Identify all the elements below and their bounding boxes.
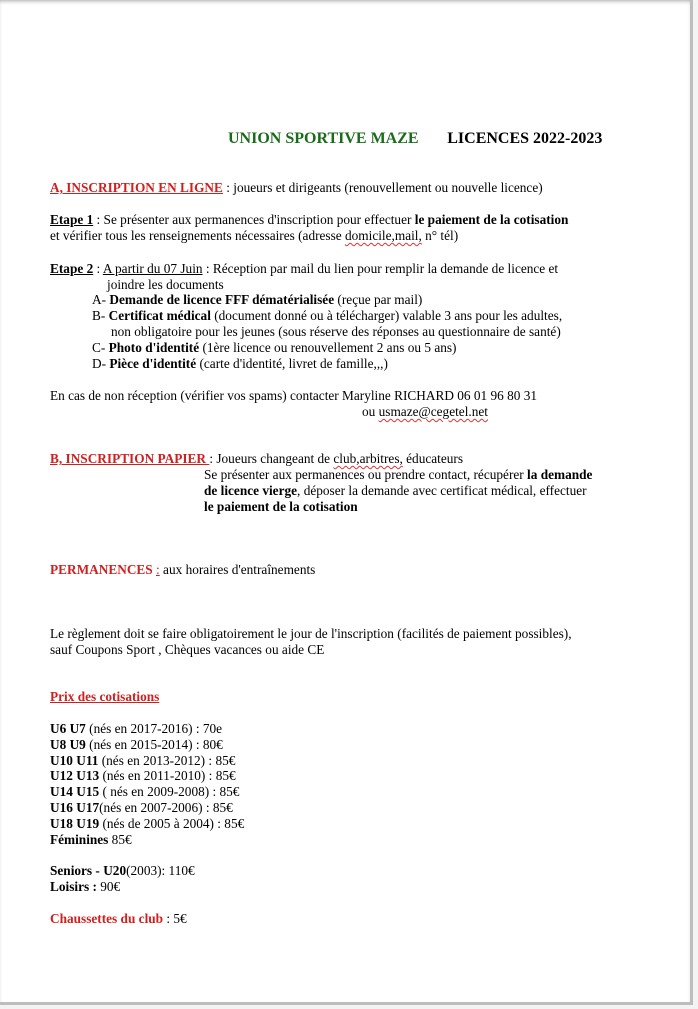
section-b-line3 xyxy=(204,483,587,499)
doc-item-prefix: C- xyxy=(92,340,109,355)
etape2-sep: : xyxy=(93,261,103,276)
doc-item-prefix: B- xyxy=(92,308,109,323)
permanences-text: aux horaires d'entraînements xyxy=(159,562,316,577)
section-b-heading: B, INSCRIPTION PAPIER xyxy=(50,451,210,466)
prices-heading-text: Prix des cotisations xyxy=(50,689,160,704)
price-category: U14 U15 xyxy=(50,784,100,799)
contact-email[interactable]: usmaze@cegetel.net xyxy=(378,404,488,419)
section-b-subtitle: : Joueurs changeant de xyxy=(209,451,334,466)
section-b-text: Se présenter aux permanences ou prendre contact, récupérer xyxy=(204,467,528,482)
contact-or: ou xyxy=(362,404,379,419)
price-row xyxy=(50,784,239,800)
doc-item-rest: (reçue par mail) xyxy=(334,292,423,307)
doc-item-bold: Pièce d'identité xyxy=(109,356,197,371)
price-detail: 90€ xyxy=(96,879,121,894)
price-row xyxy=(50,753,235,769)
etape1-line2-text: et vérifier tous les renseignements nécessaires (adresse xyxy=(50,228,345,243)
price-detail: (nés de 2005 à 2004) : 85€ xyxy=(99,816,245,831)
etape1-spell-word: domicile,mail, xyxy=(345,228,422,243)
price-row xyxy=(50,832,132,848)
price-row-seniors xyxy=(50,863,195,879)
section-a-subtitle: : joueurs et dirigeants (renouvellement ou nouvelle licence) xyxy=(222,180,543,195)
price-detail: (nés en 2007-2006) : 85€ xyxy=(99,800,233,815)
price-row xyxy=(50,737,223,753)
price-category: U8 U9 xyxy=(50,737,86,752)
section-b-line4 xyxy=(204,499,358,515)
doc-item-b-continued: non obligatoire pour les jeunes (sous réserve des réponses au questionnaire de santé) xyxy=(111,324,561,339)
etape1-text: : Se présenter aux permanences d'inscription pour effectuer xyxy=(93,212,415,227)
reglement-line1: Le règlement doit se faire obligatoirement le jour de l'inscription (facilités de paiement possibles), xyxy=(50,626,572,641)
doc-item-d xyxy=(92,356,388,372)
doc-item-rest: (document donné ou à télécharger) valable 3 ans pour les adultes, xyxy=(210,308,563,323)
price-category: U10 U11 xyxy=(50,753,99,768)
price-detail: (nés en 2011-2010) : 85€ xyxy=(99,768,236,783)
section-b-line2 xyxy=(204,467,592,483)
price-category: Loisirs : xyxy=(50,879,97,894)
section-a-heading-line xyxy=(50,180,543,196)
section-a-heading: A, INSCRIPTION EN LIGNE xyxy=(50,180,223,195)
doc-item-a xyxy=(92,292,422,308)
section-b-bold: de licence vierge xyxy=(204,483,298,498)
price-row xyxy=(50,816,244,832)
etape2-label: Etape 2 xyxy=(50,261,94,276)
price-category: U16 U17 xyxy=(50,800,100,815)
price-row xyxy=(50,800,233,816)
section-b-bold: le paiement de la cotisation xyxy=(204,499,358,514)
permanences-colon: : xyxy=(156,562,160,577)
club-name: UNION SPORTIVE MAZE xyxy=(228,130,419,147)
chaussettes-label: Chaussettes du club xyxy=(50,911,164,926)
doc-item-prefix: A- xyxy=(92,292,110,307)
etape1-bold: le paiement de la cotisation xyxy=(414,212,569,227)
contact-email-line xyxy=(362,404,488,420)
etape1-line2-end: n° tél) xyxy=(421,228,459,243)
etape2-line xyxy=(50,261,558,277)
doc-item-rest: (carte d'identité, livret de famille,,,) xyxy=(196,356,388,371)
section-b-text: , déposer la demande avec certificat médical, effectuer xyxy=(297,483,587,498)
etape2-line2: joindre les documents xyxy=(107,277,224,292)
doc-item-bold: Demande de licence FFF dématérialisée xyxy=(109,292,335,307)
price-row-loisirs xyxy=(50,879,120,895)
price-category: U18 U19 xyxy=(50,816,100,831)
doc-item-prefix: D- xyxy=(92,356,110,371)
section-b-spell-word: club,arbitres, xyxy=(333,451,403,466)
contact-line: En cas de non réception (vérifier vos spams) contacter Maryline RICHARD 06 01 96 80 31 xyxy=(50,388,538,403)
section-b-heading-line xyxy=(50,451,463,467)
etape1-label: Etape 1 xyxy=(50,212,94,227)
section-b-subtitle-end: éducateurs xyxy=(402,451,464,466)
doc-item-rest: (1ère licence ou renouvellement 2 ans ou 5 ans) xyxy=(199,340,457,355)
permanences-line xyxy=(50,562,315,578)
price-detail: (2003): 110€ xyxy=(126,863,195,878)
doc-item-bold: Photo d'identité xyxy=(108,340,200,355)
etape2-text: : Réception par mail du lien pour remplir la demande de licence et xyxy=(202,261,559,276)
doc-item-b xyxy=(92,308,562,324)
price-detail: (nés en 2017-2016) : 70e xyxy=(85,721,223,736)
price-category: U12 U13 xyxy=(50,768,100,783)
price-detail: : 5€ xyxy=(163,911,187,926)
prices-heading xyxy=(50,689,159,705)
etape1-line xyxy=(50,212,568,228)
price-category: Seniors - U20 xyxy=(50,863,127,878)
licences-title: LICENCES 2022-2023 xyxy=(447,130,603,147)
price-category: U6 U7 xyxy=(50,721,86,736)
price-row xyxy=(50,721,222,737)
etape2-date: A partir du 07 Juin xyxy=(102,261,203,276)
permanences-label: PERMANENCES xyxy=(50,562,157,577)
doc-item-c xyxy=(92,340,456,356)
doc-item-bold: Certificat médical xyxy=(108,308,211,323)
price-row-chaussettes xyxy=(50,911,187,927)
price-row xyxy=(50,768,236,784)
etape1-line2 xyxy=(50,228,458,244)
section-b-bold: la demande xyxy=(527,467,593,482)
price-detail: 85€ xyxy=(108,832,132,847)
document-title xyxy=(228,131,602,147)
reglement-line2: sauf Coupons Sport , Chèques vacances ou aide CE xyxy=(50,642,325,657)
price-category: Féminines xyxy=(50,832,109,847)
price-detail: (nés en 2013-2012) : 85€ xyxy=(98,753,236,768)
price-detail: ( nés en 2009-2008) : 85€ xyxy=(99,784,240,799)
price-detail: (nés en 2015-2014) : 80€ xyxy=(85,737,223,752)
